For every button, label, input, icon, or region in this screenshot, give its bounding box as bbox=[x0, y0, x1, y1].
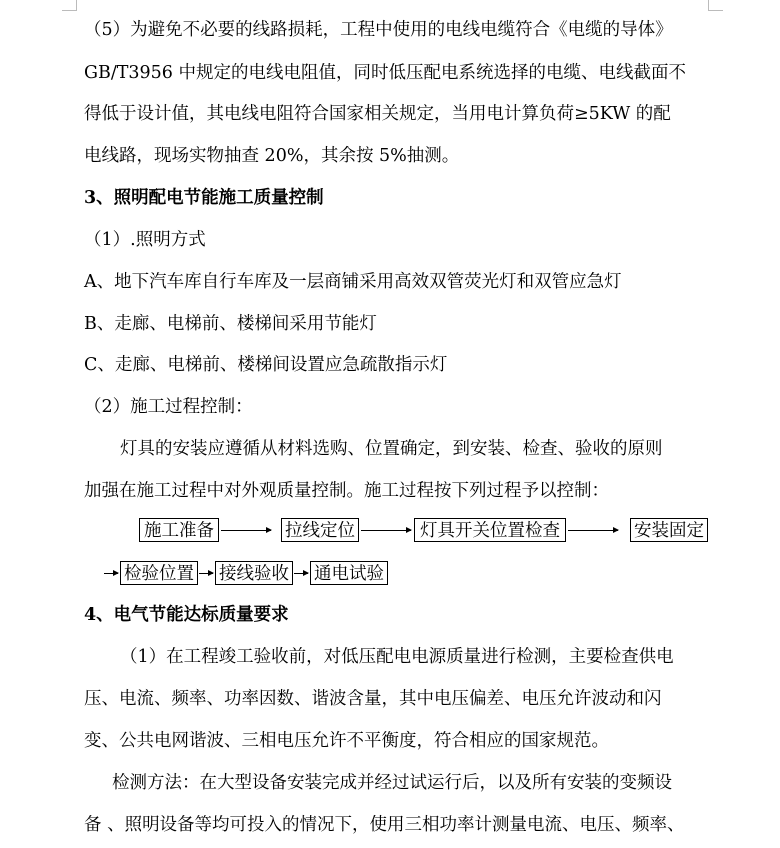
list-item: A、地下汽车库自行车库及一层商铺采用高效双管荧光灯和双管应急灯 bbox=[84, 272, 622, 292]
section-heading-4: 4、电气节能达标质量要求 bbox=[84, 605, 289, 625]
list-item: C、走廊、电梯前、楼梯间设置应急疏散指示灯 bbox=[84, 355, 448, 375]
flow-step-box: 通电试验 bbox=[310, 561, 388, 585]
section-heading-3: 3、照明配电节能施工质量控制 bbox=[84, 188, 324, 208]
paragraph-line: 加强在施工过程中对外观质量控制。施工过程按下列过程予以控制： bbox=[84, 481, 609, 501]
flow-arrow bbox=[361, 530, 411, 531]
flow-step-box: 灯具开关位置检查 bbox=[414, 518, 566, 542]
subheading: （1）.照明方式 bbox=[84, 230, 206, 250]
subheading: （2）施工过程控制： bbox=[84, 397, 253, 417]
flow-step-box: 检验位置 bbox=[120, 561, 198, 585]
flow-step-box: 接线验收 bbox=[215, 561, 293, 585]
paragraph-line: 压、电流、频率、功率因数、谐波含量，其中电压偏差、电压允许波动和闪 bbox=[84, 689, 662, 709]
paragraph-line: 备 、照明设备等均可投入的情况下，使用三相功率计测量电流、电压、频率、 bbox=[84, 815, 685, 835]
paragraph-line: 检测方法：在大型设备安装完成并经过试运行后，以及所有安装的变频设 bbox=[112, 773, 672, 793]
flow-arrow bbox=[104, 573, 118, 574]
paragraph-line: （5）为避免不必要的线路损耗，工程中使用的电线电缆符合《电缆的导体》 bbox=[84, 20, 673, 40]
paragraph-line: 灯具的安装应遵循从材料选购、位置确定，到安装、检查、验收的原则 bbox=[120, 439, 663, 459]
paragraph-line: GB/T3956 中规定的电线电阻值，同时低压配电系统选择的电缆、电线截面不 bbox=[84, 63, 687, 83]
flow-arrow bbox=[199, 573, 213, 574]
margin-corner-mark-left bbox=[62, 0, 77, 11]
flow-arrow bbox=[294, 573, 308, 574]
paragraph-line: 电线路，现场实物抽查 20%，其余按 5%抽测。 bbox=[84, 146, 460, 166]
list-item: B、走廊、电梯前、楼梯间采用节能灯 bbox=[84, 314, 377, 334]
flow-step-box: 拉线定位 bbox=[281, 518, 359, 542]
flow-arrow bbox=[221, 530, 271, 531]
paragraph-line: （1）在工程竣工验收前，对低压配电电源质量进行检测，主要检查供电 bbox=[120, 647, 674, 667]
flow-arrow bbox=[568, 530, 618, 531]
paragraph-line: 变、公共电网谐波、三相电压允许不平衡度，符合相应的国家规范。 bbox=[84, 731, 609, 751]
margin-corner-mark-right bbox=[708, 0, 723, 11]
flow-step-box: 施工准备 bbox=[139, 518, 219, 542]
paragraph-line: 得低于设计值，其电线电阻符合国家相关规定，当用电计算负荷≥5KW 的配 bbox=[84, 104, 671, 124]
flow-step-box: 安装固定 bbox=[630, 518, 708, 542]
